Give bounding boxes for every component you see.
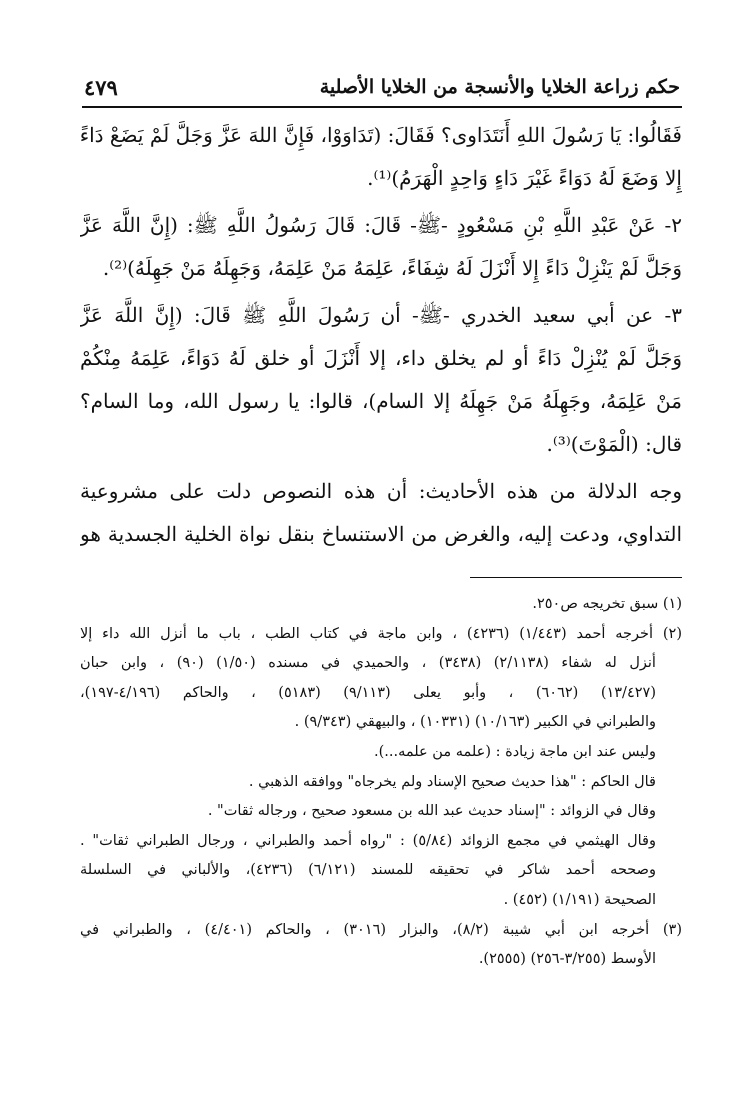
footnote-line: وقال الهيثمي في مجمع الزوائد (٥/٨٤) : "رواه أحمد والطبراني ، ورجال الطبراني ثقات" . — [80, 832, 656, 849]
body-line: فَقَالُوا: يَا رَسُولَ اللهِ أَنَتَدَاوى؟ فَقَالَ: (تَدَاوَوْا، فَإِنَّ اللهَ عَزَّ وَجَلَّ لَمْ يَضَعْ دَاءً — [80, 123, 682, 147]
body-line: وجه الدلالة من هذه الأحاديث: أن هذه النصوص دلت على مشروعية — [80, 479, 682, 503]
footnotes — [80, 590, 682, 975]
main-text — [80, 114, 682, 556]
header-rule — [82, 106, 682, 108]
body-line: مَنْ عَلِمَهُ، وجَهِلَهُ مَنْ جَهِلَهُ إلا السام)، قالوا: يا رسول الله، وما السام؟ — [80, 389, 682, 413]
page-number: ٤٧٩ — [84, 74, 118, 100]
body-line: وَجَلَّ لَمْ يَنْزِلْ دَاءً إِلا أَنْزَلَ لَهُ شِفَاءً، عَلِمَهُ مَنْ عَلِمَهُ، وَجَهِلَهُ مَنْ جَهِلَهُ)⁽²⁾. — [102, 256, 682, 280]
footnote-line: الأوسط (٣/٢٥٥-٢٥٦) (٢٥٥٥). — [478, 951, 656, 968]
header-title: حكم زراعة الخلايا والأنسجة من الخلايا الأصلية — [319, 76, 680, 98]
footnote-line: (١٣/٤٢٧) (٦٠٦٢) ، وأبو يعلى (٩/١١٣) (٥١٨٣) ، والحاكم (٤/١٩٦-١٩٧)، — [80, 684, 656, 701]
footnote-line: وليس عند ابن ماجة زيادة : (علمه من علمه...). — [374, 743, 656, 760]
running-header — [84, 72, 680, 102]
footnote-line: الصحيحة (١/١٩١) (٤٥٢) . — [503, 891, 656, 908]
body-line: التداوي، ودعت إليه، والغرض من الاستنساخ بنقل نواة الخلية الجسدية هو — [80, 522, 682, 546]
footnote-line: وصححه أحمد شاكر في تحقيقه للمسند (٦/١٢١) (٤٢٣٦)، والألباني في السلسلة — [80, 862, 656, 879]
footnote-line: قال الحاكم : "هذا حديث صحيح الإسناد ولم يخرجاه" ووافقه الذهبي . — [248, 773, 656, 790]
body-line: ٢- عَنْ عَبْدِ اللَّهِ بْنِ مَسْعُودٍ -ﷺ- قَالَ: قَالَ رَسُولُ اللَّهِ ﷺ: (إِنَّ اللَّهَ عَزَّ — [80, 213, 682, 237]
footnote-line: (١) سبق تخريجه ص٢٥٠. — [532, 596, 682, 612]
footnote-line: (٢) أخرجه أحمد (١/٤٤٣) (٤٢٣٦) ، وابن ماجة في كتاب الطب ، باب ما أنزل الله داء إلا — [80, 625, 682, 642]
body-line: إِلا وَضَعَ لَهُ دَوَاءً غَيْرَ دَاءٍ وَاحِدٍ الْهَرَمُ)⁽¹⁾. — [367, 166, 682, 190]
footnote-separator — [470, 577, 682, 578]
body-line: ٣- عن أبي سعيد الخدري -ﷺ- أن رَسُولَ اللَّهِ ﷺ قَالَ: (إِنَّ اللَّهَ عَزَّ — [80, 303, 682, 327]
footnote-line: وقال في الزوائد : "إسناد حديث عبد الله بن مسعود صحيح ، ورجاله ثقات" . — [207, 803, 656, 820]
footnote-line: أنزل له شفاء (٢/١١٣٨) (٣٤٣٨) ، والحميدي في مسنده (١/٥٠) (٩٠) ، وابن حبان — [80, 655, 656, 672]
body-line: قال: (الْمَوْتَ)⁽³⁾. — [546, 432, 682, 456]
body-line: وَجَلَّ لَمْ يُنْزِلْ دَاءً أو لم يخلق داء، إلا أَنْزَلَ أو خلق لَهُ دَوَاءً، عَلِمَهُ مِنْكُمْ — [80, 346, 682, 370]
footnote-line: (٣) أخرجه ابن أبي شيبة (٨/٢)، والبزار (٣٠١٦) ، والحاكم (٤/٤٠١) ، والطبراني في — [80, 921, 682, 938]
footnote-line: والطبراني في الكبير (١٠/١٦٣) (١٠٣٣١) ، والبيهقي (٩/٣٤٣) . — [294, 714, 656, 731]
